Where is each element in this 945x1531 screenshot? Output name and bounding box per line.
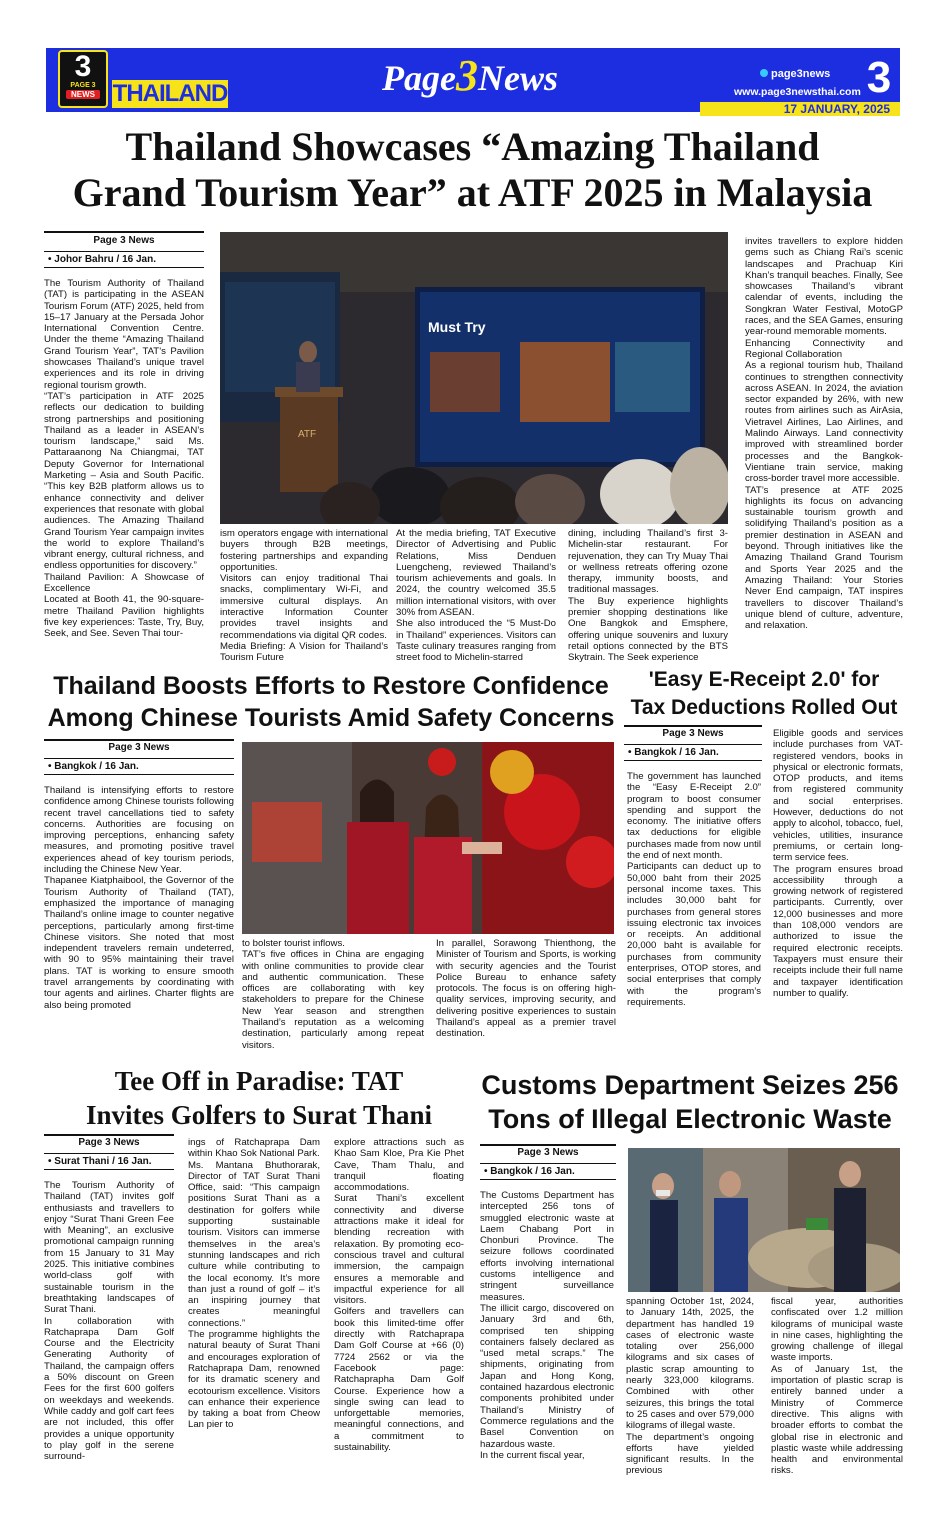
story1-source: Page 3 News [93, 235, 155, 246]
story4-location: • Surat Thani / 16 Jan. [44, 1153, 174, 1170]
screen-title: Must Try [428, 319, 486, 335]
story2-source: Page 3 News [108, 742, 170, 753]
logo-small-text: PAGE 3 [70, 82, 96, 89]
story5-column-3: fiscal year, authorities confiscated over 1.2 million kilograms of municipal waste in nine cases, highlighting the growing challenge of illegal waste imports. As of January 1st, the importation of plastic scrap is entirely banned under a Ministry of Commerce directive. This aligns with broader efforts to combat the global rise in electronic and plastic waste while addressing health and environmental risks. [771, 1296, 903, 1477]
story2-column-2: to bolster tourist inflows. TAT’s five offices in China are engaging with online communities to provide clear and authentic communication. These offices are collaborating with key stakeholders to prepare for the Chinese New Year season and strengthen Thailand’s reputation as a welcoming destination, particularly among repeat visitors. [242, 938, 424, 1051]
masthead-title [340, 52, 600, 100]
logo-number: 3 [74, 50, 92, 83]
story5-location: • Bangkok / 16 Jan. [480, 1163, 616, 1180]
story5-column-2: spanning October 1st, 2024, to January 14th, 2025, the department has handled 19 cases of electronic waste totaling over 256,000 kilograms and six cases of plastic scrap amounting to nearly 323,000 kilograms. Combined with other seizures, this brings the total to 25 cases and over 579,000 kilograms of illegal waste. The department’s ongoing efforts have yielded significant results. In the previous [626, 1296, 754, 1477]
story1-headline-line1: Thailand Showcases “Amazing Thailand [125, 124, 820, 169]
page-number: 3 [866, 53, 892, 102]
story1-column-1: The Tourism Authority of Thailand (TAT) is participating in the ASEAN Tourism Forum (ATF) 2025, held from 15–17 January at the Persada Johor International Convention Centre. Under the theme “Amazing Thailand Grand Tourism Year”, TAT’s Pavilion showcases Thailand’s unique travel experiences and its role in driving regional tourism growth. “TAT’s participation in ATF 2025 reflects our dedication to building strong partnerships and positioning Thailand as a leader in ASEAN’s tourism landscape,” said Ms. Pattaraanong Na Chiangmai, TAT Deputy Governor for International Marketing – Asia and South Pacific. “This key B2B platform allows us to enhance connectivity and deliver experiences that resonate with global audiences. The Amazing Thailand Grand Tourism Year campaign invites the world to explore Thailand’s vibrant energy, cultural richness, and endless opportunities for discovery.” Thailand Pavilion: A Showcase of Excellence Located at Booth 41, the 90-square-metre Thailand Pavilion highlights five key experiences: Taste, Try, Buy, Seek, and See. Seven Thai tour- [44, 278, 204, 640]
story1-column-4: dining, including Thailand’s first 3-Michelin-star restaurant. For rejuvenation, they can Try Muay Thai or wellness retreats offering ozone therapy, immunity boosts, and traditional massages. The Buy experience highlights premier shopping destinations like One Bangkok and Emsphere, offering unique souvenirs and luxury retail options connected by the BTS Skytrain. The Seek experience [568, 528, 728, 664]
logo-news-text: NEWS [66, 90, 100, 99]
story2-headline-line2: Among Chinese Tourists Amid Safety Concerns [47, 704, 615, 732]
story1-photo [220, 232, 728, 524]
story5-headline-line1: Customs Department Seizes 256 [481, 1070, 899, 1100]
story1-column-5: invites travellers to explore hidden gems such as Chiang Rai’s scenic landscapes and Prachuap Kiri Khan’s tranquil beaches. Finally, See showcases Thailand’s vibrant calendar of events, including the Songkran Water Festival, MotoGP races, and the SEA Games, ensuring year-round memorable moments. Enhancing Connectivity and Regional Collaboration As a regional tourism hub, Thailand continues to strengthen connectivity across ASEAN. In 2024, the aviation sector expanded by 26%, with new routes from airlines such as AirAsia, Vietravel Airlines, Lao Airlines, and Malindo Airways. Land connectivity improved with streamlined border processes and the Bangkok-Vientiane train service, making cross-border travel more accessible. TAT’s presence at ATF 2025 highlights its focus on advancing sustainable tourism growth and solidifying Thailand’s position as a premier destination in ASEAN and beyond. Through initiatives like the Amazing Thailand Grand Tourism and Sports Year 2025 and the Amazing Thailand: Your Stories Never End campaign, TAT inspires travellers to discover Thailand’s unique blend of culture, adventure, and relaxation. [745, 236, 903, 632]
story3-column-2: Eligible goods and services include purchases from VAT-registered vendors, books in physical or electronic formats, OTOP products, and items from registered community and social enterprises. However, deductions do not apply to alcohol, tobacco, fuel, vehicles, utilities, insurance premiums, or certain long-term service fees. The program ensures broad accessibility through a growing network of registered participants. Currently, over 12,000 businesses and more than 108,000 vendors are authorized to issue the required electronic receipts. Taxpayers must ensure their receipts include their full name and taxpayer identification number to qualify. [773, 728, 903, 999]
story3-location: • Bangkok / 16 Jan. [624, 744, 762, 761]
story3-column-1: The government has launched the “Easy E-Receipt 2.0” program to boost consumer spending and support the economy. The initiative offers tax deductions for eligible purchases made from now until the end of next month. Participants can deduct up to 50,000 baht from their 2025 personal income taxes. This includes 30,000 baht for purchases from general stores issuing electronic tax invoices or receipts. An additional 20,000 baht is available for purchases from community enterprises, OTOP stores, and social enterprises that comply with the program’s requirements. [627, 771, 761, 1008]
story1-headline-line2: Grand Tourism Year” at ATF 2025 in Malaysia [72, 170, 873, 215]
country-label: THAILAND [112, 80, 228, 107]
issue-date: 17 JANUARY, 2025 [700, 102, 900, 116]
social-handle: page3news [760, 68, 860, 80]
story5-column-1: The Customs Department has intercepted 256 tons of smuggled electronic waste at Laem Chabang Port in Chonburi Province. The seizure follows coordinated efforts involving international customs intelligence and stringent surveillance measures. The illicit cargo, discovered on January 3rd and 6th, comprised ten shipping containers falsely declared as “used metal scraps.” The shipments, originating from Japan and Hong Kong, contained hazardous electronic components prohibited under Thailand’s Ministry of Commerce regulations and the Basel Convention on hazardous waste. In the current fiscal year, [480, 1190, 614, 1461]
story2-headline-line1: Thailand Boosts Efforts to Restore Confidence [53, 672, 609, 700]
story1-headline [20, 124, 925, 216]
website: www.page3newsthai.com [734, 86, 861, 98]
story3-source: Page 3 News [662, 728, 724, 739]
story2-column-3: In parallel, Sorawong Thienthong, the Minister of Tourism and Sports, is working with security agencies and the Tourist Police Bureau to enhance safety protocols. The focus is on offering high-quality services, improving security, and delivering positive experiences to sustain Thailand’s appeal as a premier travel destination. [436, 938, 616, 1040]
story4-source: Page 3 News [78, 1137, 140, 1148]
story4-headline-line2: Invites Golfers to Surat Thani [85, 1100, 433, 1130]
podium-text: ATF [298, 429, 317, 440]
story5-headline-line2: Tons of Illegal Electronic Waste [488, 1104, 892, 1134]
title-left: Page [382, 58, 456, 98]
story2-column-1: Thailand is intensifying efforts to restore confidence among Chinese tourists following recent travel cancellations tied to safety concerns. Authorities are focusing on improving perceptions, enhancing safety measures, and promoting positive travel experiences ahead of key tourism periods, including the Chinese New Year. Thapanee Kiatphaibool, the Governor of the Tourism Authority of Thailand (TAT), emphasized the importance of managing Thailand’s online image to counter negative perceptions, particularly among first-time Chinese visitors. She noted that most independent travelers remain undeterred, with 90 to 95% maintaining their travel plans. TAT is working to ensure smooth travel arrangements by coordinating with tour agents and airlines. Charter flights are also being promoted [44, 785, 234, 1011]
story5-headline [474, 1068, 906, 1136]
story4-column-3: explore attractions such as Khao Sam Kloe, Pra Kie Phet Cave, Tham Thalu, and tranquil floating accommodations. Surat Thani’s excellent connectivity and diverse attractions make it ideal for blending recreation with relaxation. By promoting eco-conscious travel and cultural immersion, the campaign ensures a memorable and impactful experience for all visitors. Golfers and travellers can book this limited-time offer directly with Ratchaprapa Dam Golf Course at +66 (0) 7724 2562 or via the Facebook page: Ratchaprapha Dam Golf Course. Experience how a single swing can lead to unforgettable memories, meaningful connections, and a commitment to sustainability. [334, 1137, 464, 1454]
story3-headline-line1: 'Easy E-Receipt 2.0' for [648, 668, 880, 691]
story2-photo [242, 742, 614, 934]
story3-headline-line2: Tax Deductions Rolled Out [630, 696, 898, 719]
story4-headline-line1: Tee Off in Paradise: TAT [114, 1066, 404, 1096]
story3-headline [624, 666, 904, 722]
title-number: 3 [455, 51, 478, 100]
story2-location: • Bangkok / 16 Jan. [44, 758, 234, 775]
title-right: News [477, 58, 558, 98]
story5-photo [628, 1148, 900, 1292]
story4-headline [44, 1064, 474, 1132]
logo-badge [58, 50, 108, 108]
story4-column-2: ings of Ratchaprapa Dam within Khao Sok National Park. Ms. Mantana Bhuthorarak, Director of TAT Surat Thani Office, said: “This campaign positions Surat Thani as a destination for golfers while supporting sustainable tourism. Visitors can immerse themselves in the area’s stunning landscapes and rich culture while contributing to the local economy. It’s more than just a round of golf – it’s an inspiring journey that creates meaningful connections.” The programme highlights the natural beauty of Surat Thani and encourages exploration of Ratchaprapa Dam, renowned for its dramatic scenery and ecotourism excellence. Visitors can enhance their experience by taking a boat from Cheow Lan pier to [188, 1137, 320, 1431]
story1-column-2: ism operators engage with international buyers through B2B meetings, fostering partnerships and expanding opportunities. Visitors can enjoy traditional Thai snacks, complimentary Wi-Fi, and immersive cultural displays. An interactive Information Counter provides travel insights and recommendations via digital QR codes. Media Briefing: A Vision for Thailand’s Tourism Future [220, 528, 388, 664]
social-icon [760, 69, 768, 77]
story1-column-3: At the media briefing, TAT Executive Director of Advertising and Public Relations, Miss Denduen Luengcheng, reviewed Thailand’s tourism achievements and goals. In 2024, the country welcomed 35.5 million international visitors, with over 30% from ASEAN. She also introduced the “5 Must-Do in Thailand” experiences. Visitors can Taste culinary treasures ranging from street food to Michelin-starred [396, 528, 556, 664]
story2-headline [46, 670, 616, 734]
story4-column-1: The Tourism Authority of Thailand (TAT) invites golf enthusiasts and travellers to enjoy “Surat Thani Green Fee with Meaning”, an exclusive promotional campaign running from 15 January to 31 May 2025. This initiative combines world-class golf with sustainable tourism in the breathtaking landscapes of Surat Thani. In collaboration with Ratchaprapa Dam Golf Course and the Electricity Generating Authority of Thailand, the campaign offers a 50% discount on Green Fees for the first 600 golfers on weekdays and weekends. While caddy and golf cart fees are not included, this offer provides a unique opportunity to play golf in the serene surround- [44, 1180, 174, 1463]
story1-location: • Johor Bahru / 16 Jan. [44, 251, 204, 268]
story5-source: Page 3 News [517, 1147, 579, 1158]
